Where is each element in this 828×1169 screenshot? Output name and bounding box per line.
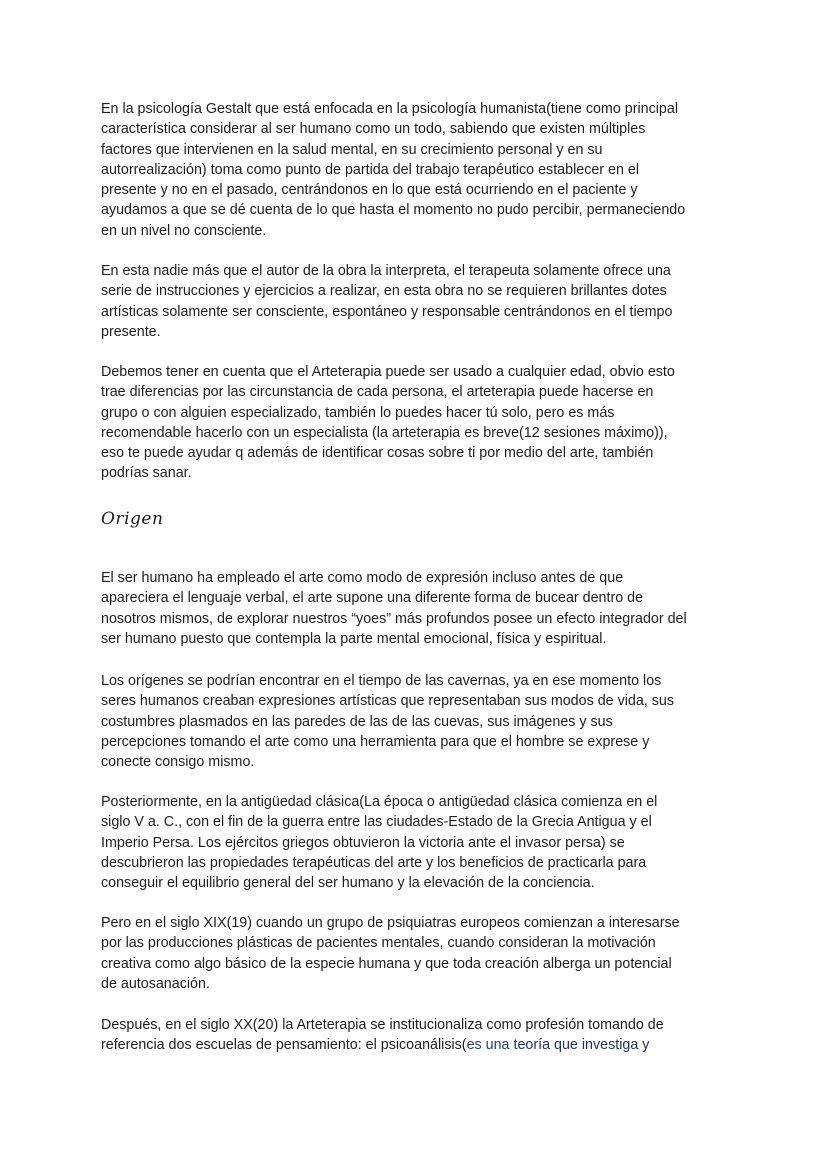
text-line: costumbres plasmados en las paredes de las de las cuevas, sus imágenes y sus bbox=[101, 713, 613, 730]
text-line: podrías sanar. bbox=[101, 465, 192, 482]
text-line: por las producciones plásticas de pacientes mentales, cuando consideran la motivación bbox=[101, 935, 656, 952]
text-line: ayudamos a que se dé cuenta de lo que hasta el momento no pudo percibir, permaneciendo bbox=[101, 202, 686, 219]
text-line: ser humano puesto que contempla la parte mental emocional, física y espiritual. bbox=[101, 630, 607, 647]
paragraph-autor bbox=[101, 261, 741, 342]
text-line: Posteriormente, en la antigüedad clásica(La época o antigüedad clásica comienza en el bbox=[101, 794, 658, 810]
section-heading-origen: Origen bbox=[101, 509, 164, 529]
text-line: grupo o con alguien especializado, también lo puedes hacer tú solo, pero es más bbox=[101, 404, 615, 421]
paragraph-antiguedad bbox=[101, 792, 741, 893]
paragraph-ser-humano bbox=[101, 568, 741, 649]
text-line: característica considerar al ser humano como un todo, sabiendo que existen múltiples bbox=[101, 121, 646, 138]
highlighted-text-segment: es una bbox=[466, 1037, 514, 1054]
paragraph-siglo-xix bbox=[101, 913, 741, 994]
text-line: conecte consigo mismo. bbox=[101, 754, 255, 771]
text-line: serie de instrucciones y ejercicios a realizar, en esta obra no se requieren brillantes dotes bbox=[101, 283, 667, 300]
text-line: presente. bbox=[101, 323, 161, 340]
text-line: En la psicología Gestalt que está enfocada en la psicología humanista(tiene como principal bbox=[101, 101, 678, 117]
text-line: seres humanos creaban expresiones artísticas que representaban sus modos de vida, sus bbox=[101, 693, 674, 710]
text-line: Imperio Persa. Los ejércitos griegos obtuvieron la victoria ante el invasor persa) se bbox=[101, 834, 625, 851]
text-line: de autosanación. bbox=[101, 975, 210, 992]
text-line: creativa como algo básico de la especie humana y que toda creación alberga un potencial bbox=[101, 955, 672, 972]
paragraph-gestalt bbox=[101, 99, 741, 241]
text-line: apareciera el lenguaje verbal, el arte supone una diferente forma de bucear dentro de bbox=[101, 590, 644, 607]
text-line-mixed bbox=[101, 1035, 741, 1055]
paragraph-origenes bbox=[101, 671, 741, 772]
text-line: Debemos tener en cuenta que el Arteterapia puede ser usado a cualquier edad, obvio esto bbox=[101, 364, 675, 380]
text-line: trae diferencias por las circunstancia de cada persona, el arteterapia puede hacerse en bbox=[101, 384, 654, 401]
text-line: presente y no en el pasado, centrándonos en lo que está ocurriendo en el paciente y bbox=[101, 182, 638, 199]
text-line: En esta nadie más que el autor de la obra la interpreta, el terapeuta solamente ofrece una bbox=[101, 263, 671, 279]
text-line: Pero en el siglo XIX(19) cuando un grupo de psiquiatras europeos comienzan a interesarse bbox=[101, 915, 680, 931]
text-line: en un nivel no consciente. bbox=[101, 222, 267, 239]
text-line: Después, en el siglo XX(20) la Arteterapia se institucionaliza como profesión tomando de bbox=[101, 1017, 664, 1033]
text-line: nosotros mismos, de explorar nuestros “yoes” más profundos posee un efecto integrador del bbox=[101, 610, 687, 627]
text-line: percepciones tomando el arte como una herramienta para que el hombre se exprese y bbox=[101, 733, 650, 750]
highlighted-text-segment: teoría que investiga y bbox=[513, 1037, 650, 1054]
text-line: autorrealización) toma como punto de partida del trabajo terapéutico establecer en el bbox=[101, 161, 640, 178]
text-line: factores que intervienen en la salud mental, en su crecimiento personal y en su bbox=[101, 141, 603, 158]
paragraph-edad bbox=[101, 362, 741, 484]
text-line: recomendable hacerlo con un especialista (la arteterapia es breve(12 sesiones máximo)), bbox=[101, 424, 668, 441]
text-line: eso te puede ayudar q además de identificar cosas sobre ti por medio del arte, también bbox=[101, 445, 654, 462]
paragraph-siglo-xx bbox=[101, 1015, 741, 1056]
text-line: artísticas solamente ser consciente, espontáneo y responsable centrándonos en el tiempo bbox=[101, 303, 673, 320]
text-line: Los orígenes se podrían encontrar en el tiempo de las cavernas, ya en ese momento los bbox=[101, 673, 662, 689]
text-line: conseguir el equilibrio general del ser humano y la elevación de la conciencia. bbox=[101, 875, 595, 892]
text-segment: referencia dos escuelas de pensamiento: el psicoanálisis( bbox=[101, 1037, 467, 1054]
text-line: siglo V a. C., con el fin de la guerra entre las ciudades-Estado de la Grecia Antigua y el bbox=[101, 814, 652, 831]
text-line: El ser humano ha empleado el arte como modo de expresión incluso antes de que bbox=[101, 570, 624, 586]
text-line: descubrieron las propiedades terapéuticas del arte y los beneficios de practicarla para bbox=[101, 854, 647, 871]
